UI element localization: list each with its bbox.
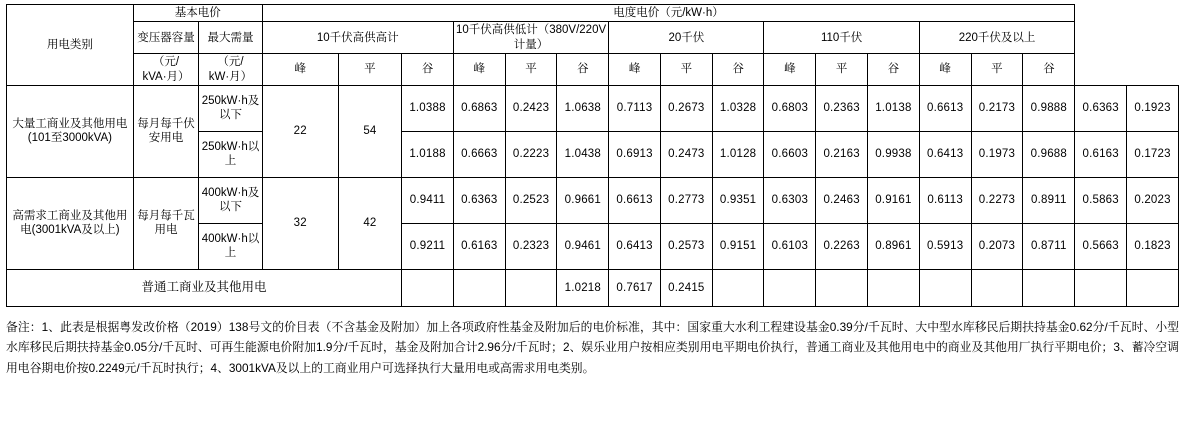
empty-cell bbox=[402, 269, 454, 306]
price-cell: 1.0638 bbox=[557, 85, 609, 131]
price-cell: 0.2023 bbox=[1127, 177, 1179, 223]
price-cell: 0.6603 bbox=[764, 131, 816, 177]
price-cell: 0.6663 bbox=[453, 131, 505, 177]
row-tier-label: 250kW·h以上 bbox=[199, 131, 262, 177]
price-cell: 0.2573 bbox=[660, 223, 712, 269]
table-header-row-3 bbox=[7, 54, 1179, 86]
row-max-demand: 54 bbox=[338, 85, 401, 177]
price-cell: 0.6413 bbox=[919, 131, 971, 177]
price-cell: 0.2473 bbox=[660, 131, 712, 177]
table-header-row-1 bbox=[7, 5, 1179, 22]
price-cell: 0.1923 bbox=[1127, 85, 1179, 131]
row-tier-label: 400kW·h及以下 bbox=[199, 177, 262, 223]
price-cell: 0.2273 bbox=[971, 177, 1023, 223]
price-cell: 0.2673 bbox=[660, 85, 712, 131]
price-cell: 0.9151 bbox=[712, 223, 764, 269]
price-cell: 0.2415 bbox=[660, 269, 712, 306]
header-period-valley: 谷 bbox=[402, 54, 454, 86]
price-cell: 0.2163 bbox=[816, 131, 868, 177]
price-cell: 0.1823 bbox=[1127, 223, 1179, 269]
price-cell: 0.2173 bbox=[971, 85, 1023, 131]
price-cell: 0.9351 bbox=[712, 177, 764, 223]
price-cell: 0.6163 bbox=[453, 223, 505, 269]
price-cell: 0.9688 bbox=[1023, 131, 1075, 177]
empty-cell bbox=[1075, 269, 1127, 306]
price-cell: 0.9938 bbox=[868, 131, 920, 177]
header-period-valley: 谷 bbox=[557, 54, 609, 86]
price-cell: 0.6113 bbox=[919, 177, 971, 223]
price-cell: 0.1973 bbox=[971, 131, 1023, 177]
header-voltage-110kv: 110千伏 bbox=[764, 22, 919, 54]
header-transformer-capacity-unit: （元/ kVA·月） bbox=[133, 54, 199, 86]
price-cell: 0.5663 bbox=[1075, 223, 1127, 269]
price-cell: 0.9661 bbox=[557, 177, 609, 223]
price-cell: 1.0438 bbox=[557, 131, 609, 177]
header-period-flat: 平 bbox=[660, 54, 712, 86]
row-category-common: 普通工商业及其他用电 bbox=[7, 269, 402, 306]
header-transformer-capacity: 变压器容量 bbox=[133, 22, 199, 54]
header-period-peak: 峰 bbox=[764, 54, 816, 86]
price-cell: 0.9461 bbox=[557, 223, 609, 269]
price-cell: 0.2463 bbox=[816, 177, 868, 223]
header-basic-price: 基本电价 bbox=[133, 5, 262, 22]
price-cell: 1.0328 bbox=[712, 85, 764, 131]
price-cell: 0.8911 bbox=[1023, 177, 1075, 223]
header-period-peak: 峰 bbox=[609, 54, 661, 86]
empty-cell bbox=[453, 269, 505, 306]
electricity-tariff-table bbox=[6, 4, 1179, 307]
price-cell: 0.9888 bbox=[1023, 85, 1075, 131]
price-cell: 0.2323 bbox=[505, 223, 557, 269]
empty-cell bbox=[816, 269, 868, 306]
price-cell: 0.6863 bbox=[453, 85, 505, 131]
header-period-peak: 峰 bbox=[262, 54, 338, 86]
price-cell: 0.2223 bbox=[505, 131, 557, 177]
row-transformer-capacity: 22 bbox=[262, 85, 338, 177]
price-cell: 0.9161 bbox=[868, 177, 920, 223]
row-category-large: 大量工商业及其他用电(101至3000kVA) bbox=[7, 85, 134, 177]
price-cell: 0.6103 bbox=[764, 223, 816, 269]
price-cell: 0.2363 bbox=[816, 85, 868, 131]
price-cell: 0.6803 bbox=[764, 85, 816, 131]
header-period-flat: 平 bbox=[816, 54, 868, 86]
price-cell: 0.9211 bbox=[402, 223, 454, 269]
header-period-peak: 峰 bbox=[919, 54, 971, 86]
row-subcategory-large: 每月每千伏安用电 bbox=[133, 85, 199, 177]
header-period-valley: 谷 bbox=[712, 54, 764, 86]
row-max-demand: 42 bbox=[338, 177, 401, 269]
header-period-flat: 平 bbox=[505, 54, 557, 86]
table-row-common bbox=[7, 269, 1179, 306]
empty-cell bbox=[919, 269, 971, 306]
price-cell: 0.7617 bbox=[609, 269, 661, 306]
price-cell: 0.5863 bbox=[1075, 177, 1127, 223]
notes-text: 备注：1、此表是根据粤发改价格（2019）138号文的价目表（不含基金及附加）加上各项政府性基金及附加后的电价标准，其中：国家重大水利工程建设基金0.39分/千瓦时、大中型水库移民后期扶持基金0.62分/千瓦时、小型水库移民后期扶持基金0.05分/千瓦时、可再生能源电价附加1.9分/千瓦时，基金及附加合计2.96分/千瓦时；2、娱乐业用户按相应类别用电平期电价执行，普通工商业及其他用电中的商业及其他用厂执行平期电价；3、蓄冷空调用电谷期电价按0.2249元/千瓦时执行；4、3001kVA及以上的工商业用户可选择执行大量用电或高需求用电类别。 bbox=[6, 319, 1179, 375]
empty-cell bbox=[971, 269, 1023, 306]
header-period-peak: 峰 bbox=[453, 54, 505, 86]
price-cell: 0.6613 bbox=[919, 85, 971, 131]
price-cell: 0.9411 bbox=[402, 177, 454, 223]
table-row bbox=[7, 85, 1179, 131]
row-tier-label: 400kW·h以上 bbox=[199, 223, 262, 269]
price-cell: 0.2523 bbox=[505, 177, 557, 223]
price-cell: 1.0188 bbox=[402, 131, 454, 177]
header-period-flat: 平 bbox=[971, 54, 1023, 86]
header-voltage-10kv-hl: 10千伏高供低计（380V/220V计量） bbox=[453, 22, 608, 54]
header-max-demand-unit: （元/ kW·月） bbox=[199, 54, 262, 86]
price-cell: 0.6303 bbox=[764, 177, 816, 223]
empty-cell bbox=[868, 269, 920, 306]
header-category: 用电类别 bbox=[7, 5, 134, 86]
header-voltage-220kv: 220千伏及以上 bbox=[919, 22, 1075, 54]
price-cell: 0.7113 bbox=[609, 85, 661, 131]
price-cell: 0.6163 bbox=[1075, 131, 1127, 177]
empty-cell bbox=[764, 269, 816, 306]
empty-cell bbox=[1023, 269, 1075, 306]
table-row bbox=[7, 177, 1179, 223]
header-max-demand: 最大需量 bbox=[199, 22, 262, 54]
price-cell: 1.0218 bbox=[557, 269, 609, 306]
price-cell: 1.0388 bbox=[402, 85, 454, 131]
header-period-valley: 谷 bbox=[1023, 54, 1075, 86]
price-cell: 0.6613 bbox=[609, 177, 661, 223]
price-cell: 0.8711 bbox=[1023, 223, 1075, 269]
row-tier-label: 250kW·h及以下 bbox=[199, 85, 262, 131]
price-cell: 0.6363 bbox=[453, 177, 505, 223]
price-cell: 0.2073 bbox=[971, 223, 1023, 269]
notes-section bbox=[6, 317, 1179, 379]
row-transformer-capacity: 32 bbox=[262, 177, 338, 269]
price-cell: 0.2423 bbox=[505, 85, 557, 131]
price-cell: 1.0138 bbox=[868, 85, 920, 131]
price-cell: 1.0128 bbox=[712, 131, 764, 177]
empty-cell bbox=[712, 269, 764, 306]
header-period-valley: 谷 bbox=[868, 54, 920, 86]
table-header-row-2 bbox=[7, 22, 1179, 54]
price-cell: 0.6363 bbox=[1075, 85, 1127, 131]
price-cell: 0.8961 bbox=[868, 223, 920, 269]
price-cell: 0.1723 bbox=[1127, 131, 1179, 177]
empty-cell bbox=[505, 269, 557, 306]
price-cell: 0.2773 bbox=[660, 177, 712, 223]
price-cell: 0.2263 bbox=[816, 223, 868, 269]
row-category-high-demand: 高需求工商业及其他用电(3001kVA及以上) bbox=[7, 177, 134, 269]
header-voltage-10kv-hh: 10千伏高供高计 bbox=[262, 22, 453, 54]
price-cell: 0.6413 bbox=[609, 223, 661, 269]
header-voltage-20kv: 20千伏 bbox=[609, 22, 764, 54]
empty-cell bbox=[1127, 269, 1179, 306]
header-energy-price: 电度电价（元/kW·h） bbox=[262, 5, 1075, 22]
price-cell: 0.6913 bbox=[609, 131, 661, 177]
price-cell: 0.5913 bbox=[919, 223, 971, 269]
row-subcategory-high-demand: 每月每千瓦用电 bbox=[133, 177, 199, 269]
header-period-flat: 平 bbox=[338, 54, 401, 86]
